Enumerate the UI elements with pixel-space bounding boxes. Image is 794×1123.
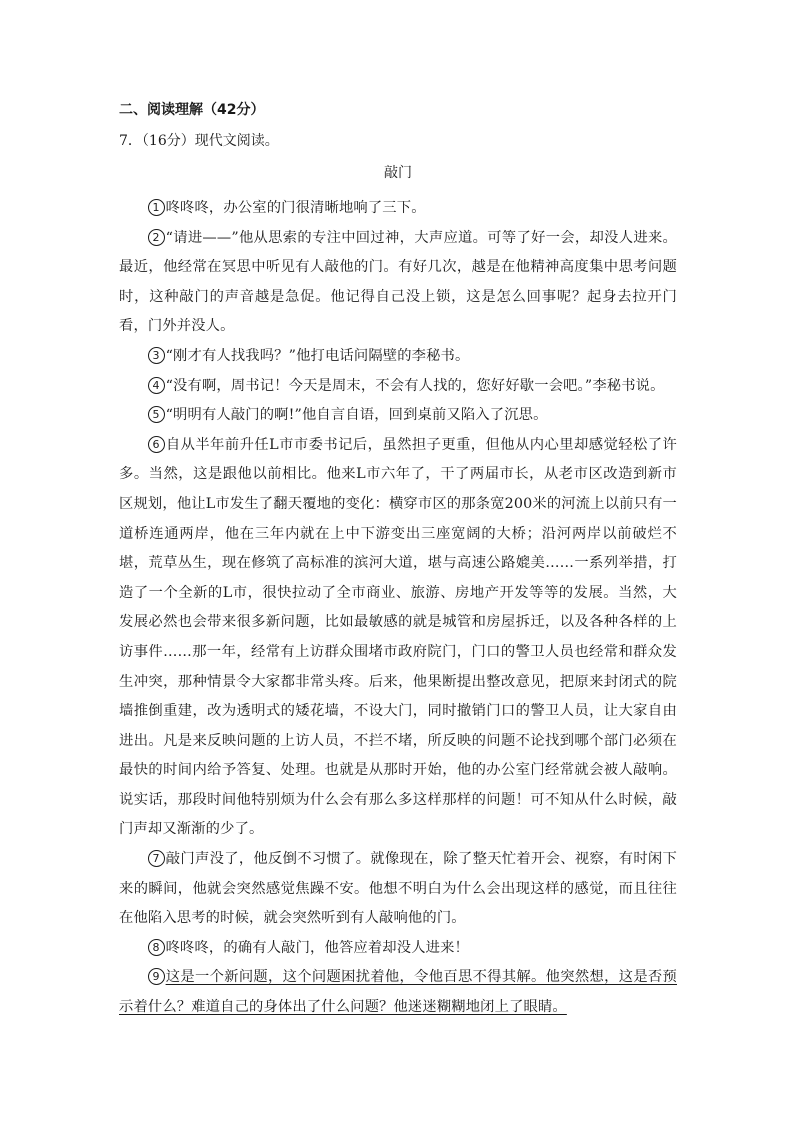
article-paragraph-8 bbox=[119, 934, 677, 964]
article-paragraph-9 bbox=[119, 963, 677, 1022]
document-page bbox=[119, 100, 677, 1023]
section-heading: 二、阅读理解（42分） bbox=[119, 102, 265, 118]
article-paragraph-7 bbox=[119, 845, 677, 934]
paragraph-number: 3 bbox=[148, 347, 165, 364]
question-prompt: 7．（16分）现代文阅读。 bbox=[119, 133, 279, 149]
paragraph-number: 5 bbox=[148, 406, 165, 423]
article-paragraph-1 bbox=[119, 194, 677, 224]
paragraph-number: 8 bbox=[148, 939, 165, 956]
paragraph-number: 7 bbox=[148, 850, 165, 867]
paragraph-number: 2 bbox=[148, 229, 165, 246]
paragraph-text: 敲门声没了，他反倒不习惯了。就像现在，除了整天忙着开会、视察，有时闲下来的瞬间，他就会突然感觉焦躁不安。他想不明白为什么会出现这样的感觉，而且往往在他陷入思考的时候，就会突然听到有人敲响他的门。 bbox=[119, 851, 677, 927]
paragraph-number: 6 bbox=[148, 436, 165, 453]
article-paragraph-5 bbox=[119, 401, 677, 431]
paragraph-text: “刚才有人找我吗？”他打电话问隔壁的李秘书。 bbox=[165, 347, 470, 364]
paragraph-text: 咚咚咚，办公室的门很清晰地响了三下。 bbox=[165, 200, 426, 216]
article-paragraph-3 bbox=[119, 342, 677, 372]
paragraph-text: “明明有人敲门的啊!”他自言自语，回到桌前又陷入了沉思。 bbox=[165, 407, 548, 424]
article-paragraph-6 bbox=[119, 431, 677, 845]
paragraph-text: 自从半年前升任L市市委书记后，虽然担子更重，但他从内心里却感觉轻松了许多。当然，这是跟他以前相比。他来L市六年了，干了两届市长，从老市区改造到新市区规划，他让L市发生了翻天覆地的变化：横穿市区的那条宽200米的河流上以前只有一道桥连通两岸，他在三年内就在上中下游变出三座宽阔的大桥；沿河两岸以前破烂不堪，荒草丛生，现在修筑了高标准的滨河大道，堪与高速公路媲美……一系列举措，打造了一个全新的L市，很快拉动了全市商业、旅游、房地产开发等等的发展。当然，大发展必然也会带来很多新问题，比如最敏感的就是城管和房屋拆迁，以及各种各样的上访事件……那一年，经常有上访群众围堵市政府院门，门口的警卫人员也经常和群众发生冲突，那种情景令大家都非常头疼。后来，他果断提出整改意见，把原来封闭式的院墙推倒重建，改为透明式的矮花墙，不设大门，同时撤销门口的警卫人员，让大家自由进出。凡是来反映问题的上访人员，不拦不堵，所反映的问题不论找到哪个部门必须在最快的时间内给予答复、处理。也就是从那时开始，他的办公室门经常就会被人敲响。说实话，那段时间他特别烦为什么会有那么多这样那样的问题！可不知从什么时候，敲门声却又渐渐的少了。 bbox=[119, 436, 677, 838]
article-paragraph-2 bbox=[119, 224, 677, 342]
paragraph-number: 9 bbox=[148, 968, 165, 985]
paragraph-text: 咚咚咚，的确有人敲门，他答应着却没人进来！ bbox=[165, 939, 469, 956]
paragraph-text: “请进——”他从思索的专注中回过神，大声应道。可等了好一会，却没人进来。最近，他经常在冥思中听见有人敲他的门。有好几次，越是在他精神高度集中思考问题时，这种敲门的声音越是急促。他记得自己没上锁，这是怎么回事呢？起身去拉开门看，门外并没人。 bbox=[119, 229, 677, 335]
paragraph-text: “没有啊，周书记！今天是周末，不会有人找的，您好好歇一会吧。”李秘书说。 bbox=[165, 377, 665, 394]
paragraph-number: 4 bbox=[148, 377, 165, 394]
paragraph-number: 1 bbox=[148, 199, 165, 216]
article-paragraph-4 bbox=[119, 372, 677, 402]
article-title: 敲门 bbox=[384, 165, 412, 181]
underlined-paragraph-text: 这是一个新问题，这个问题困扰着他，令他百思不得其解。他突然想，这是否预示着什么？难道自己的身体出了什么问题？他迷迷糊糊地闭上了眼睛。 bbox=[119, 969, 677, 1016]
